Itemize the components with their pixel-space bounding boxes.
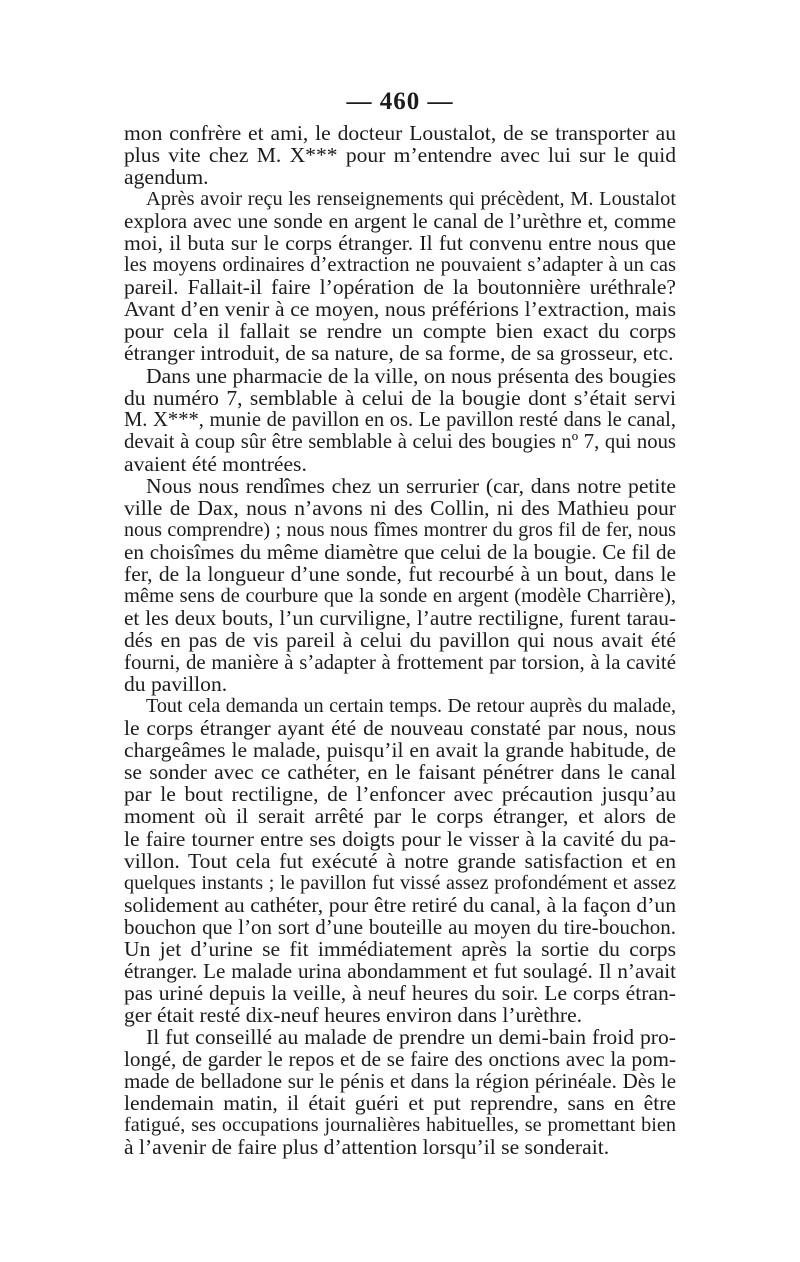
- text-line: chargeâmes le malade, puisqu’il en avait la grande habitude, de: [124, 738, 676, 763]
- text-line: en choisîmes du même diamètre que celui de la bougie. Ce fil de: [124, 539, 676, 564]
- text-line: fourni, de manière à s’adapter à frottement par torsion, à la cavité: [124, 650, 676, 675]
- text-line: ger était resté dix-neuf heures environ dans l’urèthre.: [124, 1002, 583, 1027]
- text-line: pareil. Fallait-il faire l’opération de la boutonnière uréthrale?: [124, 275, 676, 300]
- paragraph: [124, 188, 676, 364]
- text-line: plus vite chez M. X*** pour m’entendre avec lui sur le quid: [124, 143, 676, 168]
- text-line: devait à coup sûr être semblable à celui des bougies nº 7, qui nous: [124, 430, 676, 453]
- text-line: par le bout rectiligne, de l’enfoncer avec précaution jusqu’au: [124, 782, 676, 807]
- text-line: étranger introduit, de sa nature, de sa forme, de sa grosseur, etc.: [124, 341, 674, 366]
- text-line: Il fut conseillé au malade de prendre un demi-bain froid pro-: [146, 1024, 676, 1049]
- text-line: mon confrère et ami, le docteur Loustalot, de se transporter au: [124, 121, 676, 145]
- page-number: — 460 —: [346, 88, 454, 115]
- text-line: même sens de courbure que la sonde en argent (modèle Charrière),: [124, 584, 676, 607]
- text-line: M. X***, munie de pavillon en os. Le pavillon resté dans le canal,: [124, 408, 676, 431]
- text-line: agendum.: [124, 165, 209, 190]
- text-line: ville de Dax, nous n’avons ni des Collin, ni des Mathieu pour: [124, 495, 676, 520]
- text-line: moi, il buta sur le corps étranger. Il fut convenu entre nous que: [124, 231, 676, 256]
- text-line: Avant d’en venir à ce moyen, nous préférions l’extraction, mais: [124, 297, 676, 322]
- text-line: le corps étranger ayant été de nouveau constaté par nous, nous: [124, 716, 676, 741]
- text-line: bouchon que l’on sort d’une bouteille au moyen du tire-bouchon.: [124, 914, 676, 939]
- text-line: made de belladone sur le pénis et dans la région périnéale. Dès le: [124, 1069, 676, 1094]
- text-line: avaient été montrées.: [124, 451, 307, 476]
- text-line: Dans une pharmacie de la ville, on nous présenta des bougies: [146, 363, 676, 388]
- text-line: pas uriné depuis la veille, à neuf heures du soir. Le corps étran-: [124, 980, 676, 1005]
- text-line: nous comprendre) ; nous nous fîmes montrer du gros fil de fer, nous: [124, 518, 676, 541]
- text-line: explora avec une sonde en argent le canal de l’urèthre et, comme: [124, 209, 676, 234]
- text-line: solidement au cathéter, pour être retiré du canal, à la façon d’un: [124, 892, 676, 917]
- text-line: et les deux bouts, l’un curviligne, l’autre rectiligne, furent tarau-: [124, 606, 676, 631]
- text-line: Tout cela demanda un certain temps. De retour auprès du malade,: [146, 695, 676, 718]
- text-line: quelques instants ; le pavillon fut vissé assez profondément et assez: [124, 871, 676, 894]
- text-line: moment où il serait arrêté par le corps étranger, et alors de: [124, 804, 676, 829]
- text-line: du numéro 7, semblable à celui de la bougie dont s’était servi: [124, 385, 676, 410]
- text-line: étranger. Le malade urina abondamment et fut soulagé. Il n’avait: [124, 958, 676, 983]
- text-line: lendemain matin, il était guéri et put reprendre, sans en être: [124, 1091, 676, 1116]
- text-line: longé, de garder le repos et de se faire des onctions avec la pom-: [124, 1046, 676, 1071]
- text-line: à l’avenir de faire plus d’attention lorsqu’il se sonderait.: [124, 1135, 610, 1160]
- text-line: fer, de la longueur d’une sonde, fut recourbé à un bout, dans le: [124, 561, 676, 586]
- text-line: Nous nous rendîmes chez un serrurier (car, dans notre petite: [146, 473, 676, 498]
- paragraph: [124, 475, 676, 695]
- text-line: dés en pas de vis pareil à celui du pavillon qui nous avait été: [124, 628, 676, 653]
- paragraph: [124, 695, 676, 1026]
- text-line: du pavillon.: [124, 672, 228, 697]
- body-text: [124, 122, 676, 1158]
- text-line: Après avoir reçu les renseignements qui précèdent, M. Loustalot: [146, 188, 676, 211]
- paragraph: [124, 365, 676, 475]
- text-line: Un jet d’urine se fit immédiatement après la sortie du corps: [124, 936, 676, 961]
- text-line: les moyens ordinaires d’extraction ne pouvaient s’adapter à un cas: [124, 254, 676, 277]
- text-line: se sonder avec ce cathéter, en le faisant pénétrer dans le canal: [124, 760, 676, 785]
- text-line: villon. Tout cela fut exécuté à notre grande satisfaction et en: [124, 848, 676, 873]
- text-line: le faire tourner entre ses doigts pour le visser à la cavité du pa-: [124, 826, 676, 851]
- text-line: pour cela il fallait se rendre un compte bien exact du corps: [124, 319, 676, 344]
- paragraph: [124, 122, 676, 188]
- text-line: fatigué, ses occupations journalières habituelles, se promettant bien: [124, 1114, 676, 1137]
- paragraph: [124, 1026, 676, 1158]
